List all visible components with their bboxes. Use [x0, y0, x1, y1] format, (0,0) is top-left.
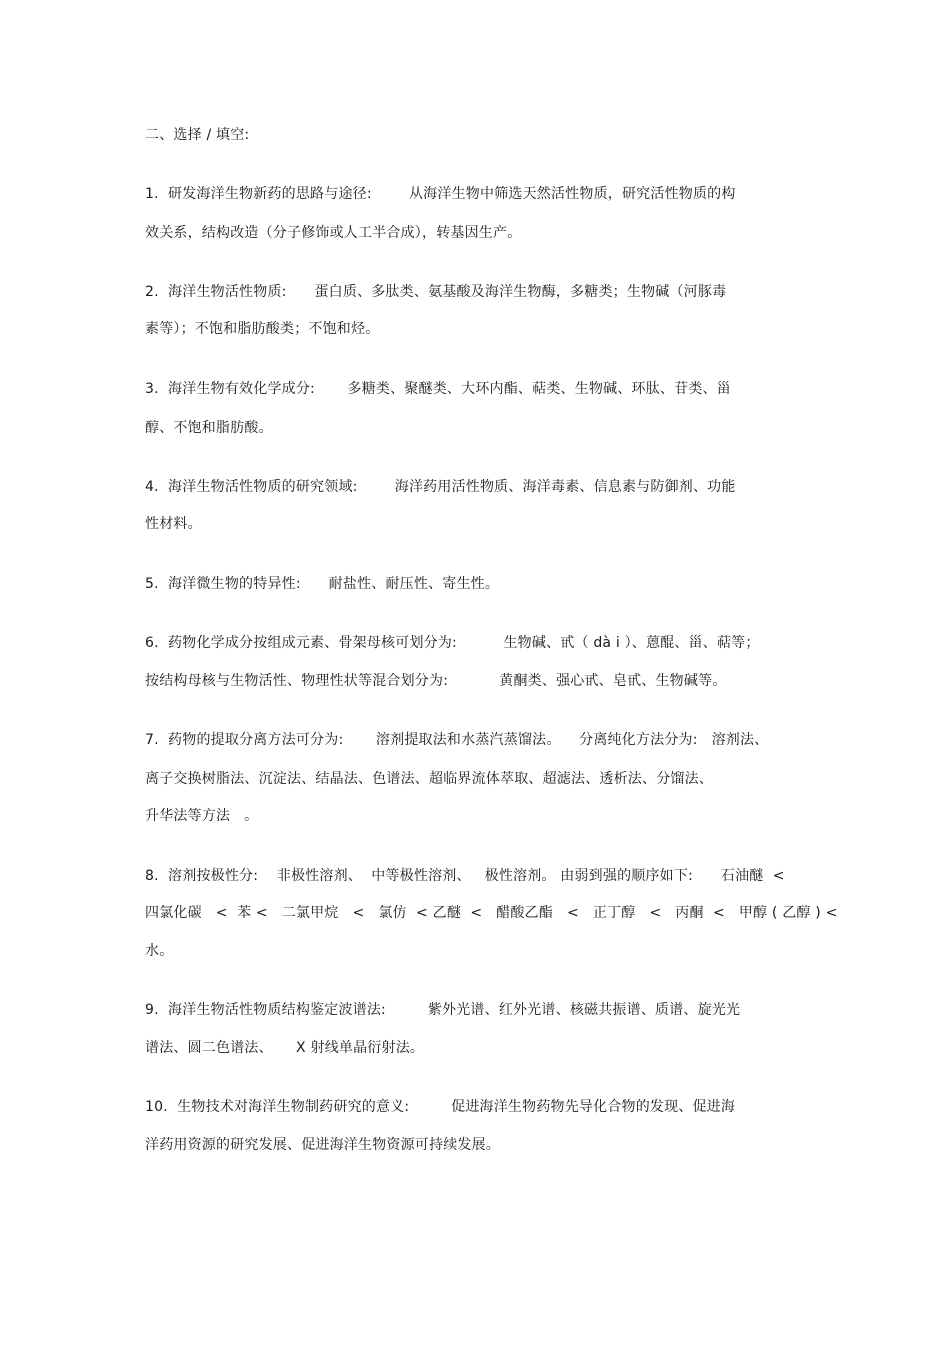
item-7-line-1: 7. 药物的提取分离方法可分为: 溶剂提取法和水蒸汽蒸馏法。 分离纯化方法分为: 溶剂法、: [145, 732, 769, 748]
item-2-line-2: 素等）；不饱和脂肪酸类；不饱和烃。: [145, 321, 380, 337]
item-6-line-2: 按结构母核与生物活性、物理性状等混合划分为: 黄酮类、强心甙、皂甙、生物碱等。: [145, 673, 727, 689]
item-3-line-2: 醇、不饱和脂肪酸。: [145, 420, 273, 436]
item-8-line-1: 8. 溶剂按极性分: 非极性溶剂、 中等极性溶剂、 极性溶剂。 由弱到强的顺序如下: 石油醚 <: [145, 868, 785, 884]
item-7-line-2: 离子交换树脂法、沉淀法、结晶法、色谱法、超临界流体萃取、超滤法、透析法、分馏法、: [145, 771, 713, 787]
item-4-line-2: 性材料。: [145, 516, 202, 532]
item-8-line-3: 水。: [145, 943, 174, 959]
item-7-line-3: 升华法等方法 。: [145, 808, 259, 824]
item-1-line-1: 1. 研发海洋生物新药的思路与途径: 从海洋生物中筛选天然活性物质，研究活性物质的构: [145, 186, 736, 202]
item-2-line-1: 2. 海洋生物活性物质: 蛋白质、多肽类、氨基酸及海洋生物酶，多糖类；生物碱（河豚毒: [145, 284, 727, 300]
item-10-line-2: 洋药用资源的研究发展、促进海洋生物资源可持续发展。: [145, 1137, 500, 1153]
item-10-line-1: 10. 生物技术对海洋生物制药研究的意义: 促进海洋生物药物先导化合物的发现、促进海: [145, 1099, 736, 1115]
item-4-line-1: 4. 海洋生物活性物质的研究领域: 海洋药用活性物质、海洋毒素、信息素与防御剂、功能: [145, 479, 736, 495]
item-8-line-2: 四氯化碳 < 苯 < 二氯甲烷 < 氯仿 < 乙醚 < 醋酸乙酯 < 正丁醇 < 丙酮 < 甲醇 ( 乙醇 ) <: [145, 905, 838, 921]
section-heading: 二、选择 / 填空:: [145, 127, 250, 143]
item-9-line-2: 谱法、圆二色谱法、 X 射线单晶衍射法。: [145, 1040, 425, 1056]
item-9-line-1: 9. 海洋生物活性物质结构鉴定波谱法: 紫外光谱、红外光谱、核磁共振谱、质谱、旋光光: [145, 1002, 741, 1018]
item-3-line-1: 3. 海洋生物有效化学成分: 多糖类、聚醚类、大环内酯、萜类、生物碱、环肽、苷类、甾: [145, 381, 731, 397]
item-6-line-1: 6. 药物化学成分按组成元素、骨架母核可划分为: 生物碱、甙（ dà i ）、蒽醌、甾、萜等；: [145, 635, 760, 651]
item-5-line-1: 5. 海洋微生物的特异性: 耐盐性、耐压性、寄生性。: [145, 576, 500, 592]
item-1-line-2: 效关系，结构改造（分子修饰或人工半合成），转基因生产。: [145, 225, 522, 241]
